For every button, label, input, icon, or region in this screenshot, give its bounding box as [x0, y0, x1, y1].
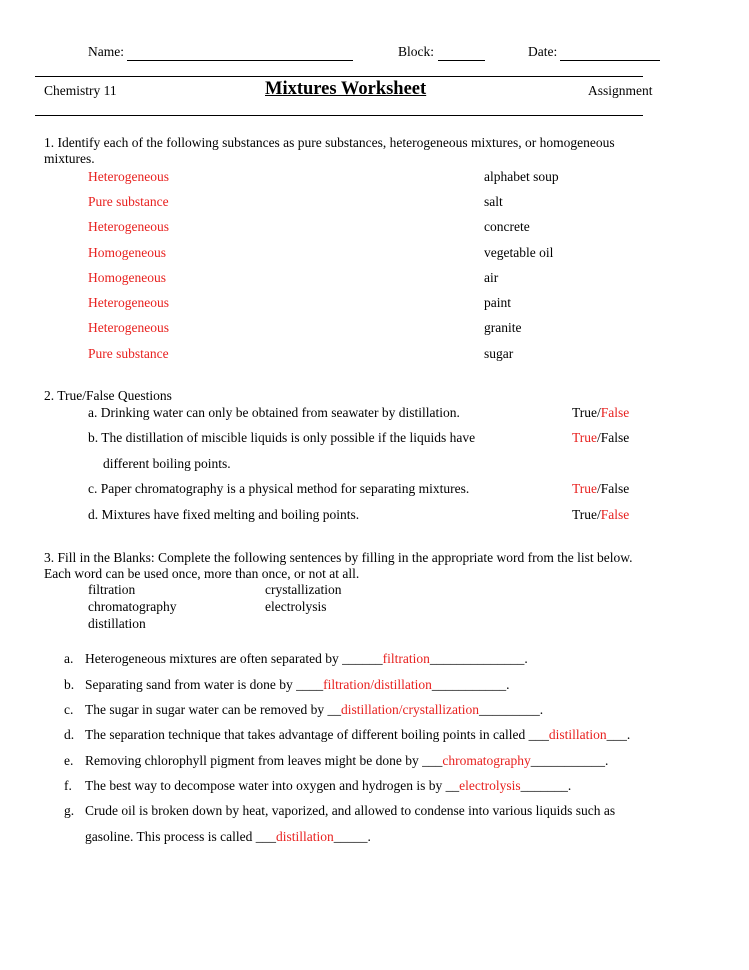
q1-answer: Homogeneous	[88, 270, 166, 285]
date-label: Date:	[528, 44, 558, 59]
name-label: Name:	[88, 44, 124, 59]
q3-item	[85, 778, 571, 794]
q1-answer: Homogeneous	[88, 245, 166, 260]
q1-prompt-line2: mixtures.	[44, 151, 95, 166]
q1-substance: concrete	[484, 219, 530, 234]
q1-substance: alphabet soup	[484, 169, 559, 184]
q1-substance: vegetable oil	[484, 245, 554, 260]
false-option-selected[interactable]: False	[600, 405, 630, 420]
q3-answer[interactable]: electrolysis	[459, 778, 521, 793]
q2-choice[interactable]	[572, 405, 629, 421]
q3-prompt-line1: 3. Fill in the Blanks: Complete the following sentences by filling in the appropriate word from the list below.	[44, 550, 633, 565]
q3-item-text: Heterogeneous mixtures are often separated by ______	[85, 651, 383, 666]
q2-statement: a. Drinking water can only be obtained from seawater by distillation.	[88, 405, 460, 420]
q3-item-letter: a.	[64, 651, 74, 666]
q1-answer: Pure substance	[88, 194, 169, 209]
date-blank[interactable]	[560, 60, 660, 61]
q3-item-text: The sugar in sugar water can be removed by __	[85, 702, 342, 717]
word-bank-item: crystallization	[265, 582, 342, 597]
q3-item-text: The separation technique that takes advantage of different boiling points in called ___	[85, 727, 549, 742]
q2-choice[interactable]	[572, 507, 629, 523]
q1-substance: paint	[484, 295, 511, 310]
q3-item-text: The best way to decompose water into oxygen and hydrogen is by __	[85, 778, 460, 793]
assignment-label: Assignment	[588, 83, 653, 98]
q3-item-text: gasoline. This process is called ___	[85, 829, 276, 844]
word-bank-item: filtration	[88, 582, 136, 597]
q3-item	[85, 651, 528, 667]
q2-statement: c. Paper chromatography is a physical method for separating mixtures.	[88, 481, 470, 496]
q3-item-text: Separating sand from water is done by ____	[85, 677, 324, 692]
slash: /	[597, 430, 601, 445]
q1-answer: Heterogeneous	[88, 169, 169, 184]
q1-substance: salt	[484, 194, 503, 209]
q1-answer: Heterogeneous	[88, 295, 169, 310]
q1-substance: sugar	[484, 346, 514, 361]
q3-item-text: Crude oil is broken down by heat, vaporized, and allowed to condense into various liquids such as	[85, 803, 616, 818]
q3-answer[interactable]: filtration	[382, 651, 430, 666]
q3-answer[interactable]: distillation	[548, 727, 607, 742]
q3-blank: _____.	[333, 829, 371, 844]
q3-item-letter: g.	[64, 803, 75, 818]
q3-answer[interactable]: distillation/crystallization	[341, 702, 480, 717]
header-top-rule	[35, 76, 643, 77]
q3-item-letter: d.	[64, 727, 75, 742]
q3-blank: _______.	[520, 778, 572, 793]
q3-blank: ___.	[606, 727, 631, 742]
slash: /	[597, 481, 601, 496]
true-option[interactable]: True	[572, 507, 598, 522]
word-bank-item: distillation	[88, 616, 146, 631]
slash: /	[597, 405, 601, 420]
word-bank-item: chromatography	[88, 599, 177, 614]
q3-item	[85, 727, 630, 743]
q3-blank: ______________.	[429, 651, 528, 666]
slash: /	[597, 507, 601, 522]
false-option-selected[interactable]: False	[600, 507, 630, 522]
q2-statement-cont: different boiling points.	[103, 456, 231, 471]
q3-answer[interactable]: distillation	[275, 829, 334, 844]
q2-heading: 2. True/False Questions	[44, 388, 172, 403]
q3-item-text: Removing chlorophyll pigment from leaves might be done by ___	[85, 753, 443, 768]
q2-statement: b. The distillation of miscible liquids is only possible if the liquids have	[88, 430, 476, 445]
q3-blank: _________.	[479, 702, 544, 717]
header-bottom-rule	[35, 115, 643, 116]
word-bank-item: electrolysis	[265, 599, 327, 614]
block-blank[interactable]	[438, 60, 485, 61]
q3-item-letter: b.	[64, 677, 75, 692]
q3-item-letter: f.	[64, 778, 72, 793]
true-option-selected[interactable]: True	[572, 481, 598, 496]
q1-substance: granite	[484, 320, 522, 335]
q2-choice[interactable]	[572, 481, 629, 497]
q1-prompt-line1: 1. Identify each of the following substances as pure substances, heterogeneous mixtures, or homogeneous	[44, 135, 615, 150]
name-blank[interactable]	[127, 60, 353, 61]
q2-statement: d. Mixtures have fixed melting and boiling points.	[88, 507, 360, 522]
q3-item	[85, 753, 608, 769]
false-option[interactable]: False	[600, 481, 630, 496]
q3-item	[85, 702, 543, 718]
course-label: Chemistry 11	[44, 83, 117, 98]
q3-item-letter: e.	[64, 753, 74, 768]
q1-answer: Pure substance	[88, 346, 169, 361]
q3-blank: ___________.	[530, 753, 609, 768]
q2-choice[interactable]	[572, 430, 629, 446]
q3-blank: ___________.	[431, 677, 510, 692]
false-option[interactable]: False	[600, 430, 630, 445]
q3-answer[interactable]: chromatography	[442, 753, 531, 768]
q3-item	[85, 829, 371, 845]
q3-item	[85, 677, 509, 693]
q3-answer[interactable]: filtration/distillation	[323, 677, 432, 692]
q1-answer: Heterogeneous	[88, 219, 169, 234]
q1-substance: air	[484, 270, 499, 285]
true-option[interactable]: True	[572, 405, 598, 420]
block-label: Block:	[398, 44, 434, 59]
true-option-selected[interactable]: True	[572, 430, 598, 445]
q3-item-letter: c.	[64, 702, 74, 717]
q1-answer: Heterogeneous	[88, 320, 169, 335]
page-title: Mixtures Worksheet	[265, 79, 427, 99]
q3-prompt-line2: Each word can be used once, more than once, or not at all.	[44, 566, 360, 581]
